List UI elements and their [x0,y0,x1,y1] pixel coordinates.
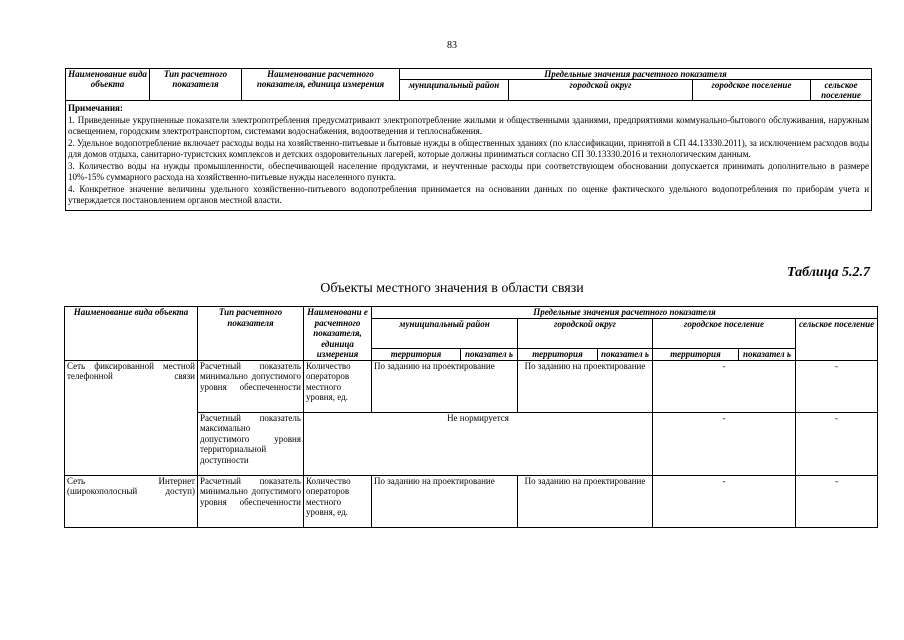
urban-district-value: По заданию на проектирование [518,360,653,412]
urban-settlement-value: - [653,475,796,527]
col-municipal: муниципальный район [372,318,518,349]
col-indicator-name: Наименование расчетного показателя, единица измерения [242,69,400,101]
table-caption: Таблица 5.2.7 [787,265,870,280]
col-territory: территория [518,349,598,361]
rural-value: - [796,412,878,475]
table-row [65,360,878,412]
utilities-table-header [65,68,872,211]
col-limit-values: Предельные значения расчетного показателя [400,69,872,80]
not-normed-value: Не нормируется [304,412,653,475]
col-municipal: муниципальный район [400,80,509,101]
col-indicator-name: Наименовани е расчетного показателя, единица измерения [304,307,372,361]
rural-value: - [796,475,878,527]
municipal-value: По заданию на проектирование [372,360,518,412]
indicator-name: Количество операторов местного уровня, ед. [304,475,372,527]
col-indicator: показател ь [598,349,653,361]
urban-settlement-value: - [653,412,796,475]
table-title: Объекты местного значения в области связи [320,281,584,296]
indicator-type: Расчетный показатель минимально допустимого уровня обеспеченности [198,360,304,412]
col-urban-district: городской округ [518,318,653,349]
col-urban-district: городской округ [509,80,693,101]
rural-value: - [796,360,878,412]
col-object-name: Наименование вида объекта [66,69,150,101]
indicator-name: Количество операторов местного уровня, ед. [304,360,372,412]
note-3: 3. Количество воды на нужды промышленности, обеспечивающей население продуктами, и неучтенные расходы при соответствующем обосновании допускается принимать дополнительно в размере 10%-15% суммарного расхода на хозяйственно-питьевые нужды населенного пункта. [68,160,870,182]
object-name: Сеть Интернет (широкополосный доступ) [65,475,198,527]
col-indicator-type: Тип расчетного показателя [198,307,304,361]
note-2: 2. Удельное водопотребление включает расходы воды на хозяйственно-питьевые и бытовые нужды в общественных зданиях (по классификации, принятой в СП 44.13330.2011), за исключением расходов воды для домов отдыха, санитарно-туристских комплексов и детских оздоровительных лагерей, которые должны приниматься согласно СП 30.13330.2016 и технологическим данным. [68,137,870,159]
col-urban-settlement: городское поселение [653,318,796,349]
indicator-type: Расчетный показатель максимально допустимого уровня территориальной доступности [198,412,304,475]
municipal-value: По заданию на проектирование [372,475,518,527]
table-row [65,475,878,527]
col-indicator: показател ь [739,349,796,361]
indicator-type: Расчетный показатель минимально допустимого уровня обеспеченности [198,475,304,527]
note-4: 4. Конкретное значение величины удельного хозяйственно-питьевого водопотребления принимается на основании данных по оценке фактического удельного водопотребления по приборам учета и утверждается постановлением органов местной власти. [68,183,870,205]
col-urban-settlement: городское поселение [693,80,811,101]
col-territory: территория [372,349,461,361]
col-rural-settlement: сельское поселение [811,80,872,101]
col-rural-settlement: сельское поселение [796,318,878,360]
col-territory: территория [653,349,739,361]
note-1: 1. Приведенные укрупненные показатели электропотребления предусматривают электропотребление жилыми и общественными зданиями, предприятиями коммунально-бытового обслуживания, наружным освещением, городским электротранспортом, системами водоснабжения, водоотведения и теплоснабжения. [68,114,870,136]
notes-block [66,101,872,211]
col-object-name: Наименование вида объекта [65,307,198,361]
col-limit-values: Предельные значения расчетного показателя [372,307,878,319]
urban-settlement-value: - [653,360,796,412]
urban-district-value: По заданию на проектирование [518,475,653,527]
notes-title: Примечания: [68,103,123,113]
col-indicator-type: Тип расчетного показателя [150,69,242,101]
page-number: 83 [447,40,457,51]
col-indicator: показател ь [461,349,518,361]
communications-table [64,306,878,528]
object-name: Сеть фиксированной местной телефонной связи [65,360,198,475]
